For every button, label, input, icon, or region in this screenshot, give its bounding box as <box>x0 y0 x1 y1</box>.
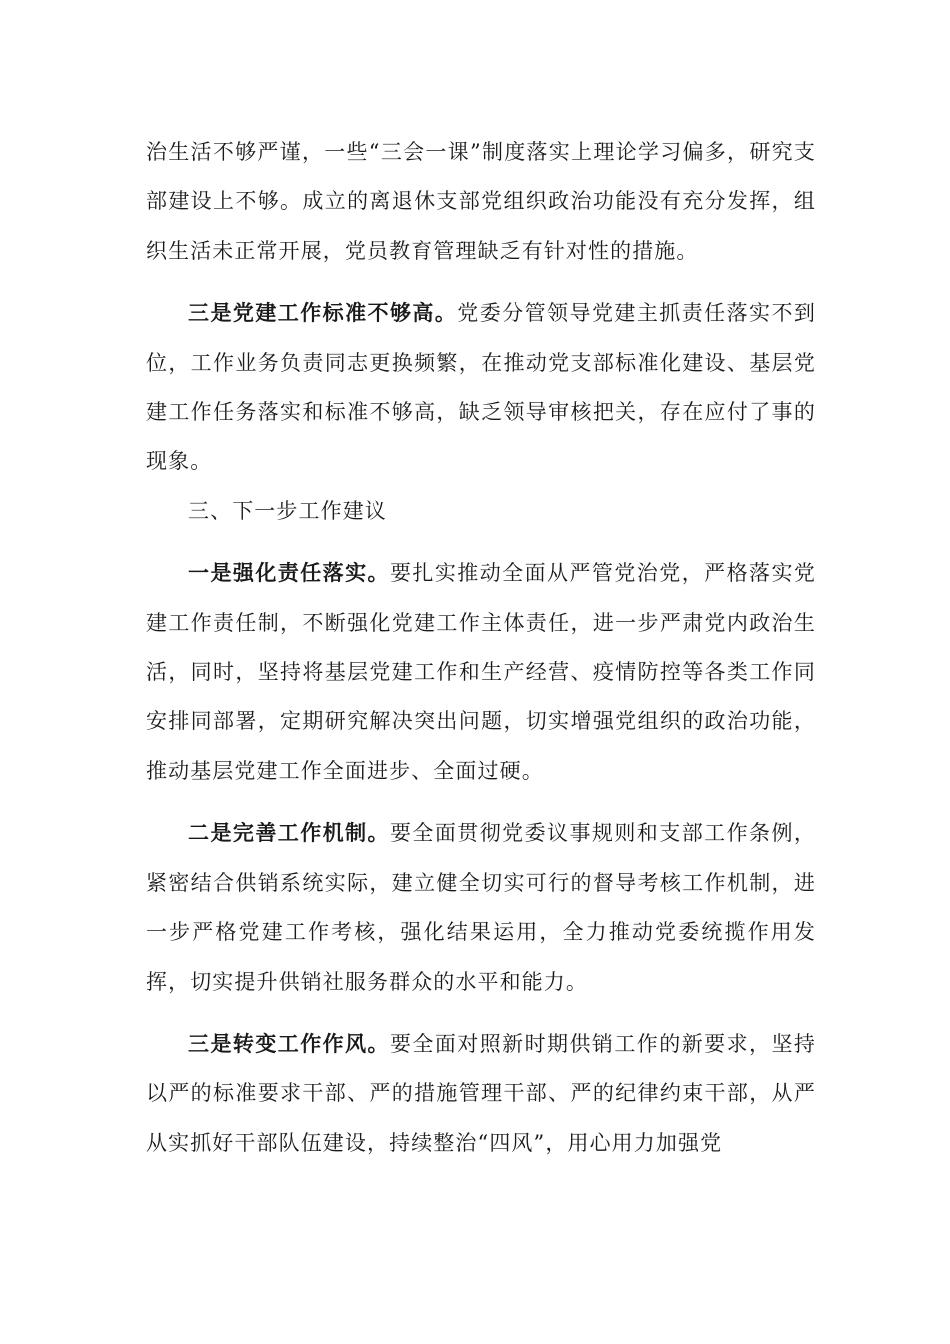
paragraph-lead: 三是转变工作作风。 <box>188 1031 390 1056</box>
paragraph-lead: 三是党建工作标准不够高。 <box>188 301 458 326</box>
paragraph-text: 治生活不够严谨，一些“三会一课”制度落实上理论学习偏多，研究支部建设上不够。成立的离退休支部党组织政治功能没有充分发挥，组织生活未正常开展，党员教育管理缺乏有针对性的措施。 <box>146 140 816 263</box>
paragraph-text: 要扎实推动全面从严管党治党，严格落实党建工作责任制，不断强化党建工作主体责任，进一步严肃党内政治生活，同时，坚持将基层党建工作和生产经营、疫情防控等各类工作同安排同部署，定期研究解决突出问题，切实增强党组织的政治功能，推动基层党建工作全面进步、全面过硬。 <box>146 561 816 783</box>
paragraph-lead: 一是强化责任落实。 <box>188 561 390 586</box>
paragraph-text: 党委分管领导党建主抓责任落实不到位，工作业务负责同志更换频繁，在推动党支部标准化建设、基层党建工作任务落实和标准不够高，缺乏领导审核把关，存在应付了事的现象。 <box>146 301 816 474</box>
paragraph-work-style <box>146 1020 816 1168</box>
paragraph-text: 要全面贯彻党委议事规则和支部工作条例，紧密结合供销系统实际，建立健全切实可行的督导考核工作机制，进一步严格党建工作考核，强化结果运用，全力推动党委统揽作用发挥，切实提升供销社服务群众的水平和能力。 <box>146 821 816 994</box>
paragraph-continued <box>146 128 816 276</box>
paragraph-responsibility <box>146 549 816 796</box>
section-heading: 三、下一步工作建议 <box>188 498 387 523</box>
paragraph-mechanism <box>146 809 816 1007</box>
paragraph-text: 要全面对照新时期供销工作的新要求，坚持以严的标准要求干部、严的措施管理干部、严的纪律约束干部，从严从实抓好干部队伍建设，持续整治“四风”，用心用力加强党 <box>146 1031 816 1155</box>
paragraph-party-standard <box>146 289 816 487</box>
paragraph-lead: 二是完善工作机制。 <box>188 821 390 846</box>
document-body <box>146 128 816 1168</box>
